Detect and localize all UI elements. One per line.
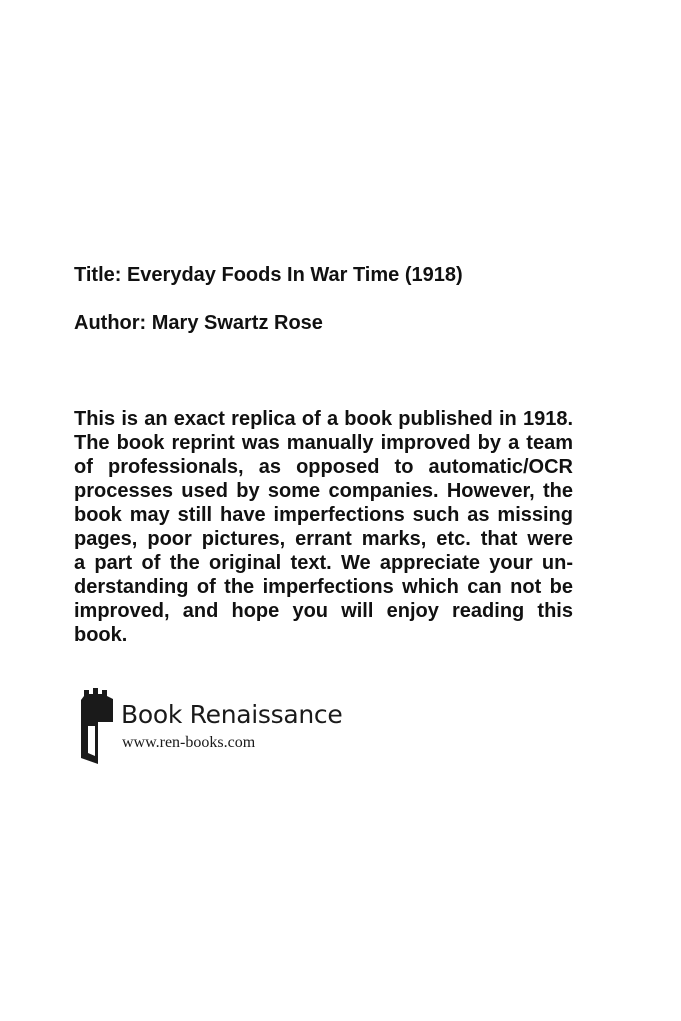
publisher-url: www.ren-books.com	[122, 734, 256, 751]
book-author: Author: Mary Swartz Rose	[74, 312, 323, 334]
notice-line: book.	[74, 624, 128, 646]
notice-line: pages, poor pictures, errant marks, etc. that were	[74, 528, 573, 550]
notice-line: of professionals, as opposed to automatic/OCR	[74, 456, 573, 478]
book-title: Title: Everyday Foods In War Time (1918)	[74, 264, 463, 286]
notice-line: book may still have imperfections such as missing	[74, 504, 573, 526]
castle-tower-icon	[76, 686, 116, 764]
notice-line: The book reprint was manually improved by a team	[74, 432, 573, 454]
notice-line: a part of the original text. We appreciate your un-	[74, 552, 573, 574]
notice-line: derstanding of the imperfections which can not be	[74, 576, 573, 598]
publisher-logo	[76, 686, 346, 766]
publisher-name: Book Renaissance	[121, 700, 343, 729]
notice-line: processes used by some companies. However, the	[74, 480, 573, 502]
reprint-notice	[74, 407, 573, 647]
notice-line: improved, and hope you will enjoy reading this	[74, 600, 573, 622]
notice-line: This is an exact replica of a book published in 1918.	[74, 408, 573, 430]
